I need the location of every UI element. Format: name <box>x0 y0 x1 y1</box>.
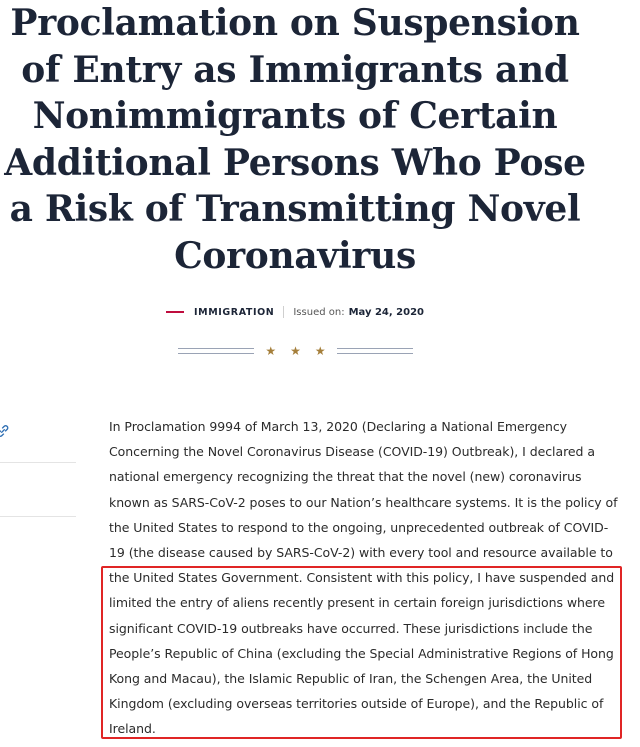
star-icon: ★ <box>314 344 326 358</box>
title-divider <box>178 344 413 358</box>
highlight-annotation <box>101 566 622 739</box>
divider-line-right <box>337 348 413 354</box>
sidebar-divider <box>0 462 76 463</box>
page-title: Proclamation on Suspension of Entry as Immigrants and Nonimmigrants of Certain Additional Persons Who Pose a Risk of Transmitting Novel Coronavirus <box>4 2 586 277</box>
link-icon[interactable] <box>0 424 10 438</box>
body-paragraph: In Proclamation 9994 of March 13, 2020 (Declaring a National Emergency Concerning the Novel Coronavirus Disease (COVID-19) Outbreak), I declared a national emergency recognizing the threat that the novel (new) coronavirus known as SARS-CoV-2 poses to our Nation’s healthcare systems. It is the policy of the United States to respond to the ongoing, unprecedented outbreak of COVID-19 (the disease caused by SARS-CoV-2) with every tool and resource available to the United States Government. Consistent with this policy, I have suspended and limited the entry of aliens recently present in certain foreign jurisdictions where significant COVID-19 outbreaks have occurred. These jurisdictions include the People’s Republic of China (excluding the Special Administrative Regions of Hong Kong and Macau), the Islamic Republic of Iran, the Schengen Area, the United Kingdom (excluding overseas territories outside of Europe), and the Republic of Ireland. <box>109 419 618 737</box>
meta-separator <box>283 306 284 318</box>
issued-date: May 24, 2020 <box>348 306 424 318</box>
sidebar-divider <box>0 516 76 517</box>
star-icon: ★ <box>265 344 277 358</box>
divider-line-left <box>178 348 254 354</box>
issued-label: Issued on: <box>293 306 345 318</box>
category-link[interactable]: IMMIGRATION <box>194 306 275 318</box>
category-accent <box>166 311 184 313</box>
article-meta <box>0 306 590 318</box>
star-icon: ★ <box>290 344 301 358</box>
divider-stars <box>265 344 325 358</box>
